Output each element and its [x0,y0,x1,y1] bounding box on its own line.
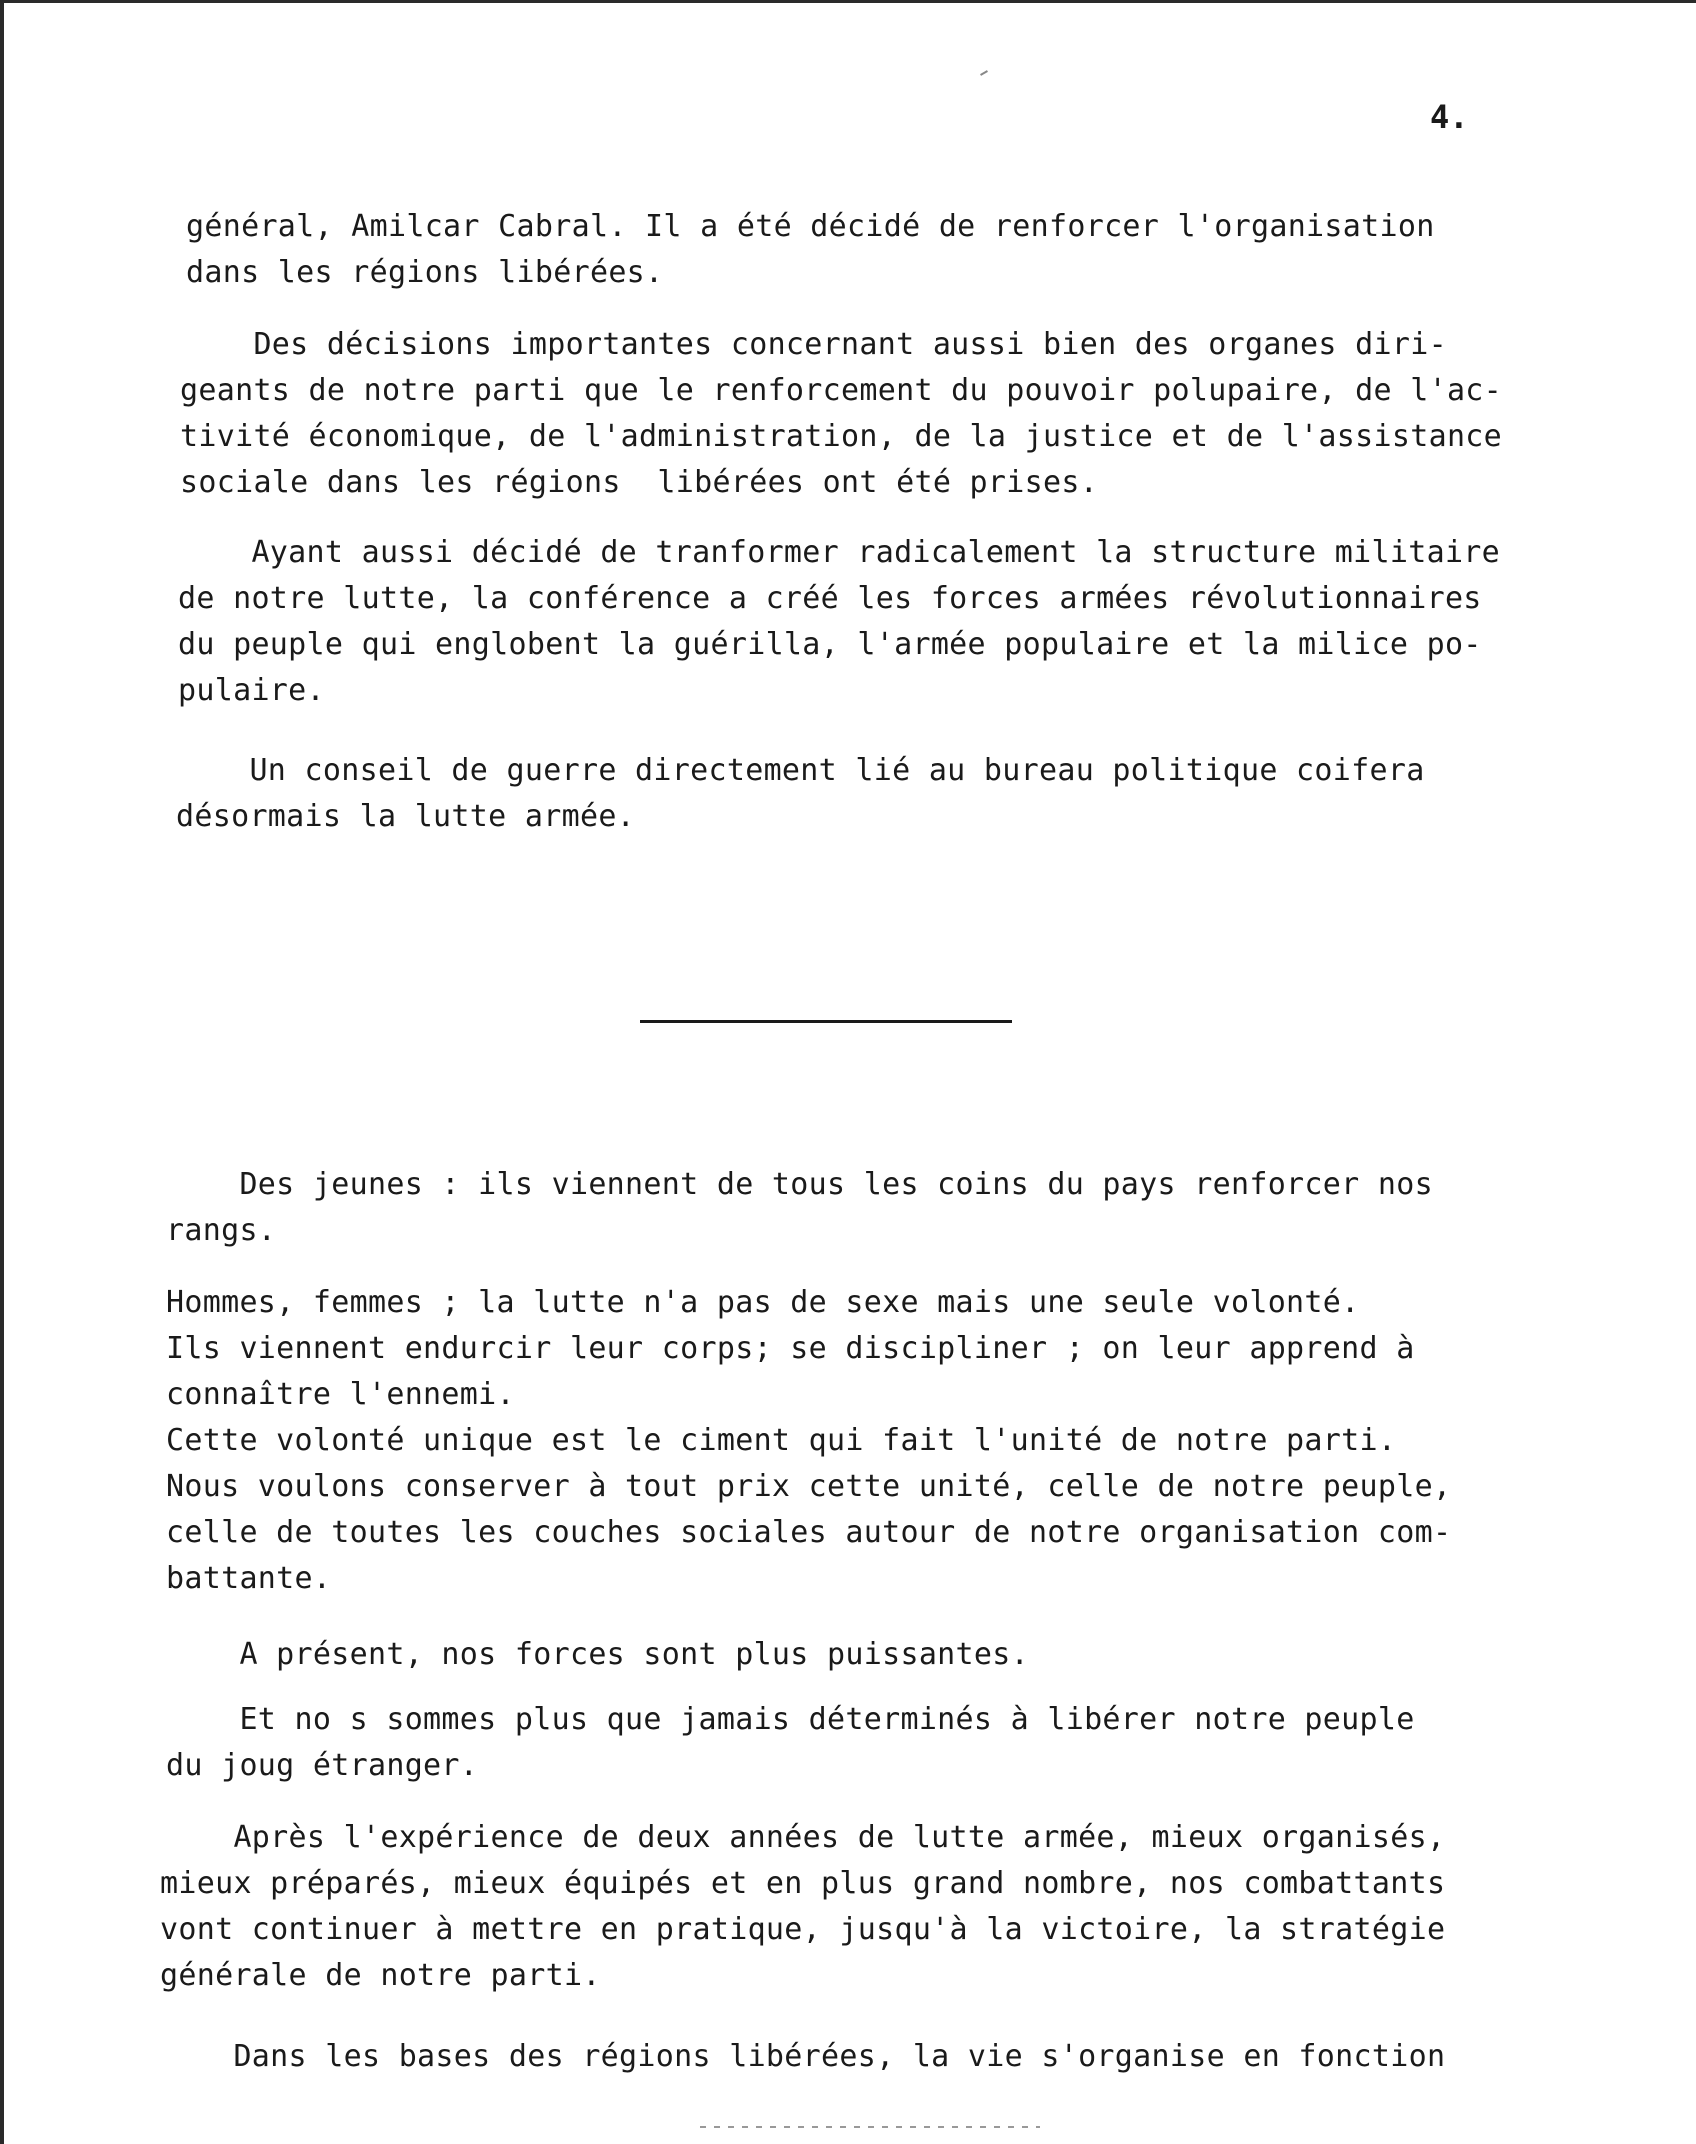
paragraph-7: A présent, nos forces sont plus puissantes. [166,1637,1029,1672]
page-number: 4. [1430,98,1469,136]
paragraph-5: Des jeunes : ils viennent de tous les coins du pays renforcer nos rangs. [166,1167,1433,1248]
paragraph-9: Après l'expérience de deux années de lutte armée, mieux organisés, mieux préparés, mieux équipés et en plus grand nombre, nos combattants vont continuer à mettre en pratique, jusqu'à la victoire, la stratégie générale de notre parti. [160,1820,1446,1993]
paragraph-10: Dans les bases des régions libérées, la vie s'organise en fonction [160,2039,1446,2074]
scan-left-border [0,0,4,2144]
scan-mark [980,70,988,76]
section-divider [640,1020,1012,1023]
paragraph-4: Un conseil de guerre directement lié au bureau politique coifera désormais la lutte armée. [176,753,1425,834]
paragraph-6: Hommes, femmes ; la lutte n'a pas de sexe mais une seule volonté. Ils viennent endurcir leur corps; se discipliner ; on leur apprend à connaître l'ennemi. Cette volonté unique est le ciment qui fait l'unité de notre parti. Nous voulons conserver à tout prix cette unité, celle de notre peuple, celle de toutes les couches sociales autour de notre organisation com- battante. [166,1285,1452,1596]
paragraph-1: général, Amilcar Cabral. Il a été décidé de renforcer l'organisation dans les régions libérées. [186,209,1435,290]
scan-top-border [0,0,1696,3]
paragraph-3: Ayant aussi décidé de tranformer radicalement la structure militaire de notre lutte, la conférence a créé les forces armées révolutionnaires du peuple qui englobent la guérilla, l'armée populaire et la milice po- pulaire. [178,535,1501,708]
paragraph-8: Et no s sommes plus que jamais déterminés à libérer notre peuple du joug étranger. [166,1702,1415,1783]
scan-artifact [700,2126,1040,2128]
paragraph-2: Des décisions importantes concernant aussi bien des organes diri- geants de notre parti que le renforcement du pouvoir polupaire, de l'ac- tivité économique, de l'administration, de la justice et de l'assistance sociale dans les régions libérées ont été prises. [180,327,1503,500]
